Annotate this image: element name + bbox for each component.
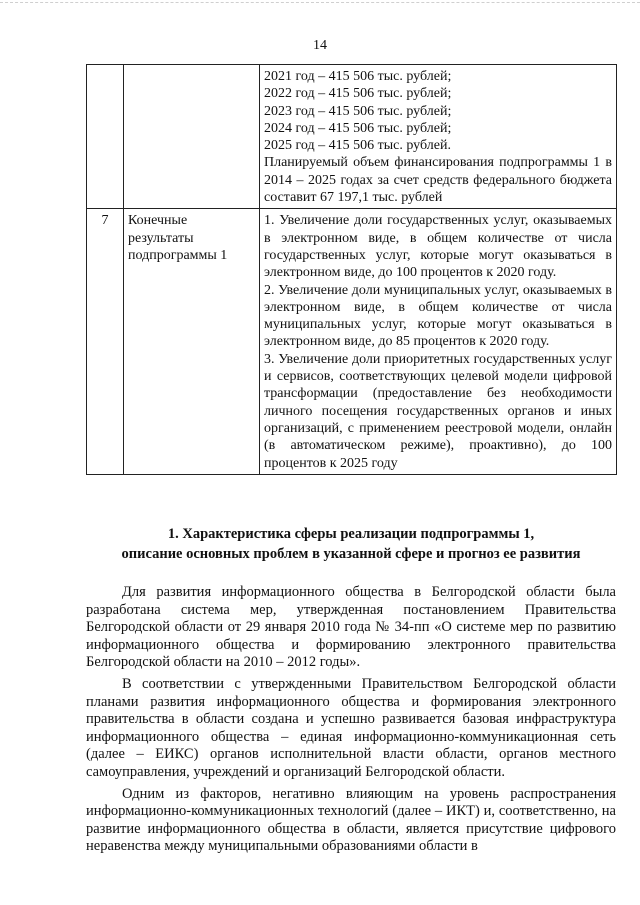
result-item: 2. Увеличение доли муниципальных услуг, оказываемых в электронном виде, в общем количестве от числа муниципальных услуг, которые могут оказываться в электронном виде, до 85 процентов к 2020 году. [264, 282, 612, 350]
funding-line: 2024 год – 415 506 тыс. рублей; [264, 120, 452, 136]
body-paragraph: В соответствии с утвержденными Правительством Белгородской области планами развития информационного общества и формирования электронного правительства в области создана и успешно развивается базовая инфраструктура информационного общества – единая информационно-коммуникационная сеть (далее – ЕИКС) органов исполнительной власти области, органов местного самоуправления, учреждений и организаций Белгородской области. [86, 675, 616, 780]
funding-content-cell [260, 65, 617, 209]
funding-line: 2021 год – 415 506 тыс. рублей; [264, 69, 452, 84]
page-number: 14 [313, 38, 327, 53]
funding-line: 2022 год – 415 506 тыс. рублей; [264, 86, 452, 102]
body-paragraph: Для развития информационного общества в Белгородской области была разработана система мер, утвержденная постановлением Правительства Белгородской области от 29 января 2010 года № 34-пп «О системе мер по развитию информационного общества и формированию электронного правительства Белгородской области на 2010 – 2012 годы». [86, 584, 616, 671]
table-row-funding [87, 65, 617, 209]
result-item: 3. Увеличение доли приоритетных государственных услуг и сервисов, соответствующих целевой модели цифровой трансформации (предоставление без необходимости личного посещения государственных органов и иных организаций, с применением реестровой модели, онлайн (в автоматическом режиме), проактивно), до 100 процентов к 2025 году [264, 351, 612, 471]
funding-summary: Планируемый объем финансирования подпрограммы 1 в 2014 – 2025 годах за счет средств федерального бюджета составит 67 197,1 тыс. рублей [264, 155, 612, 206]
row-label-cell: Конечные результаты подпрограммы 1 [124, 209, 260, 474]
results-content-cell [260, 209, 617, 474]
table-row-results [87, 209, 617, 474]
funding-line: 2025 год – 415 506 тыс. рублей. [264, 138, 451, 154]
funding-line: 2023 год – 415 506 тыс. рублей; [264, 103, 452, 119]
section-heading-line: описание основных проблем в указанной сфере и прогноз ее развития [121, 546, 581, 562]
row-number-cell [87, 65, 124, 209]
result-item: 1. Увеличение доли государственных услуг, оказываемых в электронном виде, в общем количестве от числа государственных услуг, которые могут оказываться в электронном виде, до 100 процентов к 2020 году. [264, 213, 612, 281]
section-heading [86, 524, 616, 564]
section-body [86, 584, 616, 860]
body-paragraph: Одним из факторов, негативно влияющим на уровень распространения информационно-коммуникационных технологий (далее – ИКТ) и, соответственно, на развитие информационного общества в области, является присутствие цифрового неравенства между муниципальными образованиями области в [86, 785, 616, 855]
row-label-cell [124, 65, 260, 209]
scan-top-edge [0, 2, 640, 4]
passport-table [86, 64, 617, 475]
section-heading-line: 1. Характеристика сферы реализации подпрограммы 1, [167, 526, 535, 542]
row-number-cell: 7 [87, 209, 124, 474]
